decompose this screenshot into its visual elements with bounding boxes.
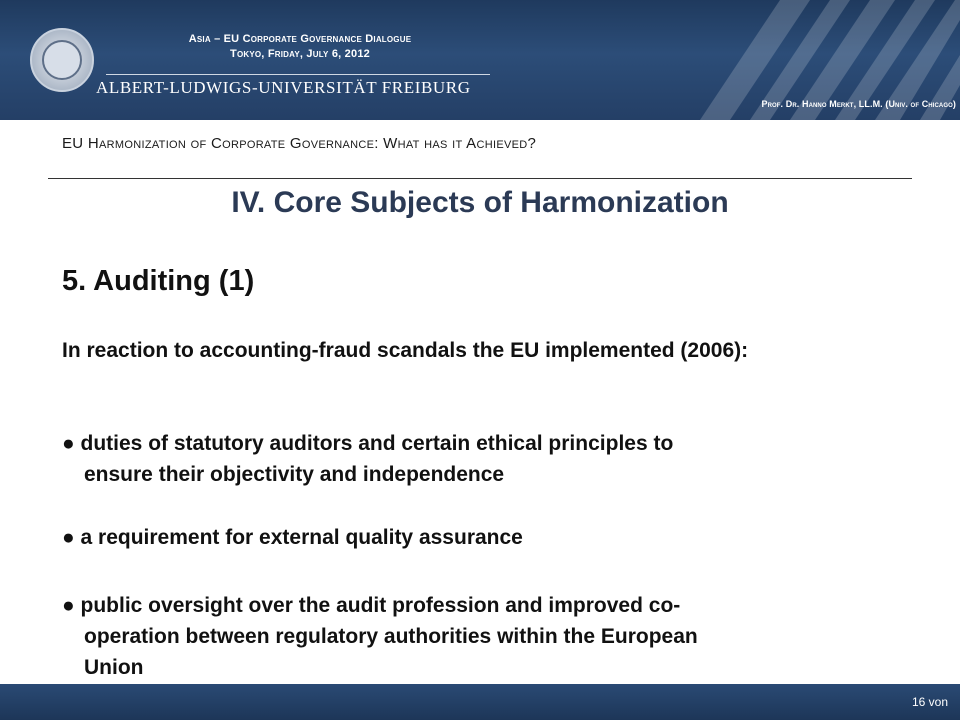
event-title-line2: Tokyo, Friday, July 6, 2012 <box>230 48 370 60</box>
event-title-line1: Asia – EU Corporate Governance Dialogue <box>188 33 412 45</box>
intro-paragraph: In reaction to accounting-fraud scandals the EU implemented (2006): <box>62 339 749 362</box>
bullet-line: ● a requirement for external quality assurance <box>62 526 523 549</box>
page-number: 16 von <box>911 695 948 709</box>
section-title: IV. Core Subjects of Harmonization <box>231 186 729 219</box>
bullet-item <box>62 428 902 490</box>
bullet-line: operation between regulatory authorities within the European <box>84 625 698 648</box>
event-title <box>110 32 490 62</box>
university-seal-logo <box>30 28 94 92</box>
bullet-line: Union <box>84 656 144 679</box>
bullet-line: ● public oversight over the audit profession and improved co- <box>62 594 681 617</box>
slide-topic: EU Harmonization of Corporate Governance: What has it Achieved? <box>62 135 537 152</box>
university-name: ALBERT-LUDWIGS-UNIVERSITÄT FREIBURG <box>96 78 471 97</box>
bullet-item <box>62 522 902 553</box>
bullet-line: ● duties of statutory auditors and certain ethical principles to <box>62 432 674 455</box>
slide-heading: 5. Auditing (1) <box>62 265 255 297</box>
author-name: Prof. Dr. Hanno Merkt, LL.M. (Univ. of Chicago) <box>761 99 956 109</box>
slide-footer <box>0 684 960 720</box>
topic-divider <box>48 178 912 179</box>
slide-header <box>0 0 960 120</box>
header-divider <box>106 74 490 75</box>
bullet-item <box>62 590 902 683</box>
bullet-line: ensure their objectivity and independence <box>84 463 505 486</box>
